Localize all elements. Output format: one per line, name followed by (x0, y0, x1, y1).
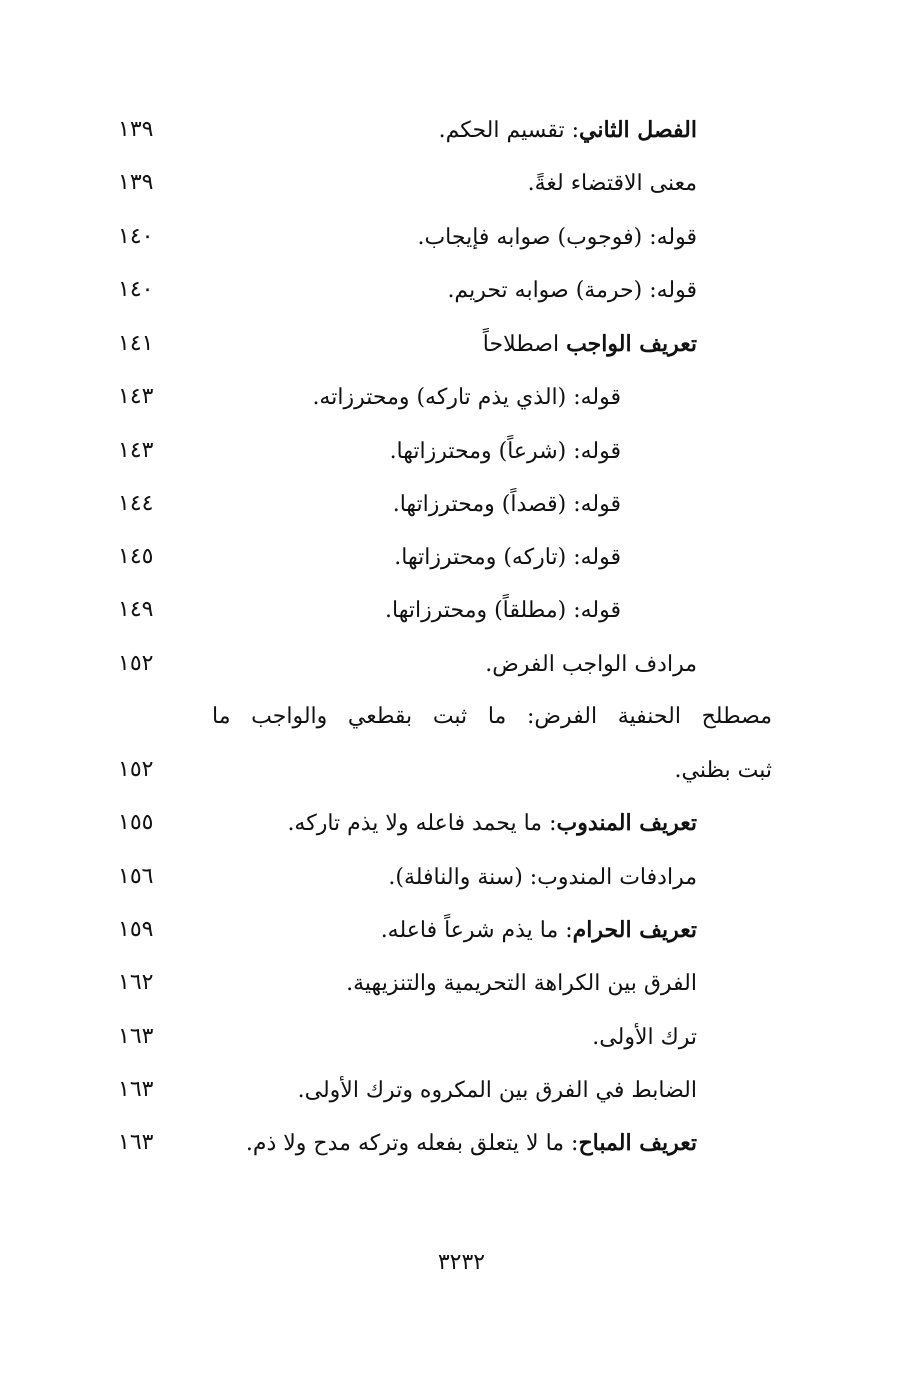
toc-entry-text: الفصل الثاني: تقسيم الحكم. (438, 117, 697, 143)
toc-entry-bold: الفصل الثاني (579, 117, 697, 143)
toc-entry-text: تعريف المندوب: ما يحمد فاعله ولا يذم تاركه. (287, 810, 697, 836)
toc-entry-text: قوله: (شرعاً) ومحترزاتها. (389, 439, 621, 464)
toc-entry-bold: تعريف المندوب (556, 810, 697, 836)
toc-entry-bold: تعريف الواجب (566, 331, 697, 357)
toc-entry-text-line1: مصطلح الحنفية الفرض: ما ثبت بقطعي والواجب ما (212, 704, 772, 729)
toc-entry-text: تعريف الواجب اصطلاحاً (482, 331, 697, 357)
toc-entry-text: مرادفات المندوب: (سنة والنافلة). (388, 865, 697, 890)
toc-entry-page: ١٣٩ (118, 170, 154, 195)
toc-entry-text: تعريف المباح: ما لا يتعلق بفعله وتركه مدح ولا ذم. (245, 1130, 697, 1156)
toc-entry-page: ١٤٣ (118, 438, 154, 463)
toc-entry-text: الفرق بين الكراهة التحريمية والتنزيهية. (346, 971, 697, 996)
toc-entry-page: ١٤٩ (118, 597, 154, 622)
toc-entry-page: ١٥٢ (118, 757, 154, 782)
toc-entry-text: معنى الاقتضاء لغةً. (527, 171, 697, 196)
toc-entry-page: ١٦٣ (118, 1130, 154, 1155)
page-number: ٣٢٣٢ (437, 1250, 486, 1275)
toc-entry-text: قوله: (فوجوب) صوابه فإيجاب. (417, 225, 697, 250)
toc-entry-page: ١٣٩ (118, 117, 154, 142)
toc-entry-page: ١٥٩ (118, 917, 154, 942)
toc-entry-text: قوله: (حرمة) صوابه تحريم. (447, 278, 697, 303)
toc-entry-page: ١٤١ (118, 331, 154, 356)
toc-entry-text-line2: ثبت بظني. (674, 758, 772, 783)
toc-entry-page: ١٤٤ (118, 491, 154, 516)
toc-entry-page: ١٤٥ (118, 544, 154, 569)
toc-entry-text: تعريف الحرام: ما يذم شرعاً فاعله. (380, 917, 697, 943)
toc-entry-text: قوله: (تاركه) ومحترزاتها. (394, 545, 621, 570)
toc-entry-bold: تعريف المباح (578, 1130, 697, 1156)
toc-entry-page: ١٥٦ (118, 864, 154, 889)
toc-entry-text: ترك الأولى. (592, 1025, 697, 1050)
toc-entry-text: قوله: (مطلقاً) ومحترزاتها. (385, 598, 621, 623)
toc-entry-page: ١٤٠ (118, 277, 154, 302)
toc-entry-page: ١٦٣ (118, 1077, 154, 1102)
toc-entry-page: ١٦٢ (118, 970, 154, 995)
toc-entry-page: ١٤٣ (118, 384, 154, 409)
toc-entry-text: قوله: (الذي يذم تاركه) ومحترزاته. (312, 385, 621, 410)
toc-entry-text: الضابط في الفرق بين المكروه وترك الأولى. (297, 1078, 697, 1103)
toc-entry-bold: تعريف الحرام (572, 917, 697, 943)
toc-entry-text: مرادف الواجب الفرض. (485, 652, 697, 677)
toc-entry-page: ١٦٣ (118, 1024, 154, 1049)
toc-entry-page: ١٥٥ (118, 810, 154, 835)
toc-entry-text: قوله: (قصداً) ومحترزاتها. (392, 492, 621, 517)
toc-entry-page: ١٥٢ (118, 651, 154, 676)
toc-entry-page: ١٤٠ (118, 224, 154, 249)
